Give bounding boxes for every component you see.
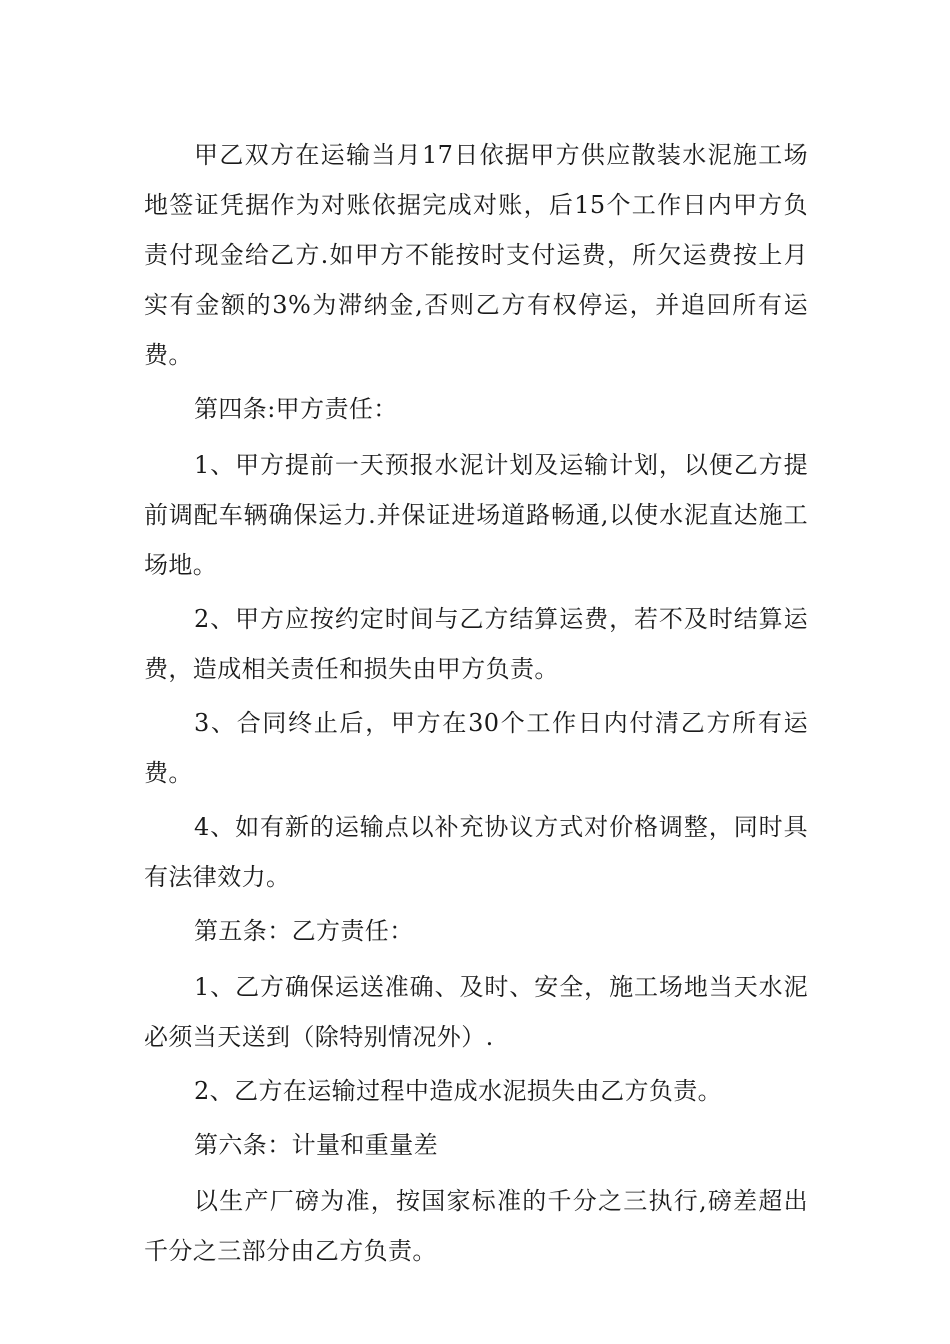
article-5-item-2: 2、乙方在运输过程中造成水泥损失由乙方负责。	[194, 1077, 723, 1105]
article-4-item-1: 1、甲方提前一天预报水泥计划及运输计划，以便乙方提前调配车辆确保运力.并保证进场道路畅通,以使水泥直达施工场地。	[144, 451, 808, 579]
article-4-heading: 第四条:甲方责任：	[194, 395, 398, 423]
article-6-heading: 第六条：计量和重量差	[194, 1131, 438, 1159]
article-6-paragraph: 以生产厂磅为准，按国家标准的千分之三执行,磅差超出千分之三部分由乙方负责。	[144, 1187, 808, 1265]
paragraph-payment-terms: 甲乙双方在运输当月17日依据甲方供应散装水泥施工场地签证凭据作为对账依据完成对账，后15个工作日内甲方负责付现金给乙方.如甲方不能按时支付运费，所欠运费按上月实有金额的3%为滞纳金,否则乙方有权停运，并追回所有运费。	[144, 141, 808, 369]
article-4-item-4: 4、如有新的运输点以补充协议方式对价格调整，同时具有法律效力。	[144, 813, 808, 891]
document-body	[144, 130, 808, 1280]
article-4-item-3: 3、合同终止后，甲方在30个工作日内付清乙方所有运费。	[144, 709, 808, 787]
article-5-item-1: 1、乙方确保运送准确、及时、安全，施工场地当天水泥必须当天送到（除特别情况外）.	[144, 973, 808, 1051]
article-4-item-2: 2、甲方应按约定时间与乙方结算运费，若不及时结算运费，造成相关责任和损失由甲方负责。	[144, 605, 808, 683]
article-5-heading: 第五条：乙方责任：	[194, 917, 414, 945]
